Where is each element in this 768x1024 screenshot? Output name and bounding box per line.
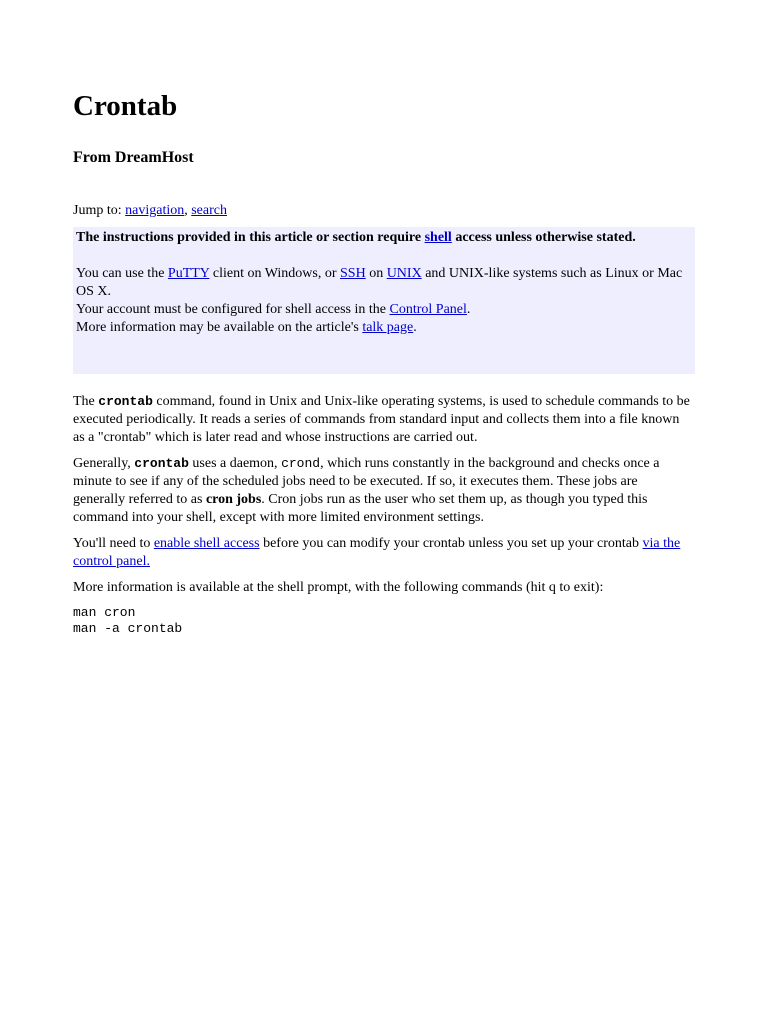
- jump-to-bar: [73, 202, 227, 220]
- notice-client-line: You can use the PuTTY client on Windows, or SSH on UNIX and UNIX-like systems such as Linux or Mac OS X.: [76, 266, 683, 299]
- notice-ssh-link[interactable]: SSH: [340, 266, 366, 281]
- jump-separator: ,: [184, 203, 192, 218]
- notice-shell-link[interactable]: shell: [424, 230, 452, 245]
- enable-shell-access-link[interactable]: enable shell access: [153, 536, 260, 551]
- notice-unix-link[interactable]: UNIX: [386, 266, 422, 281]
- shell-access-notice: [73, 227, 695, 374]
- notice-info-line: More information may be available on the article's talk page.: [76, 320, 417, 335]
- jump-to-label: Jump to:: [73, 203, 126, 218]
- paragraph-daemon: Generally, crontab uses a daemon, crond, which runs constantly in the background and checks once a minute to see if any of the scheduled jobs need to be executed. If so, it executes them. These jobs are generally referred to as cron jobs. Cron jobs run as the user who set them up, as though you typed this command into your shell, except with more limited environment settings.: [73, 456, 660, 525]
- notice-account-line: Your account must be configured for shell access in the Control Panel.: [76, 302, 471, 317]
- paragraph-shell-access: You'll need to enable shell access before you can modify your crontab unless you set up your crontab via the control panel.: [73, 536, 681, 569]
- notice-talk-page-link[interactable]: talk page: [362, 320, 414, 335]
- crond-code: crond: [281, 456, 321, 471]
- jump-search-link[interactable]: search: [191, 203, 227, 218]
- command-line: man -a crontab: [73, 621, 183, 636]
- page-title: Crontab: [73, 90, 178, 122]
- command-line: man cron: [73, 605, 136, 620]
- jump-navigation-link[interactable]: navigation: [125, 203, 185, 218]
- paragraph-more-info: More information is available at the shell prompt, with the following commands (hit q to exit):: [73, 580, 604, 595]
- notice-heading: The instructions provided in this article or section require shell access unless otherwise stated.: [76, 230, 636, 245]
- command-block: [73, 605, 693, 637]
- cron-jobs-term: cron jobs: [205, 492, 262, 507]
- notice-putty-link[interactable]: PuTTY: [167, 266, 210, 281]
- notice-control-panel-link[interactable]: Control Panel: [389, 302, 467, 317]
- crontab-code: crontab: [98, 394, 153, 409]
- paragraph-intro: The crontab command, found in Unix and Unix-like operating systems, is used to schedule commands to be executed periodically. It reads a series of commands from standard input and collects them into a file known as a "crontab" which is later read and whose instructions are carried out.: [73, 394, 690, 445]
- control-panel-link[interactable]: via the control panel.: [73, 536, 681, 569]
- article-body: [73, 393, 693, 637]
- crontab-code: crontab: [134, 456, 189, 471]
- site-subtitle: From DreamHost: [73, 149, 194, 166]
